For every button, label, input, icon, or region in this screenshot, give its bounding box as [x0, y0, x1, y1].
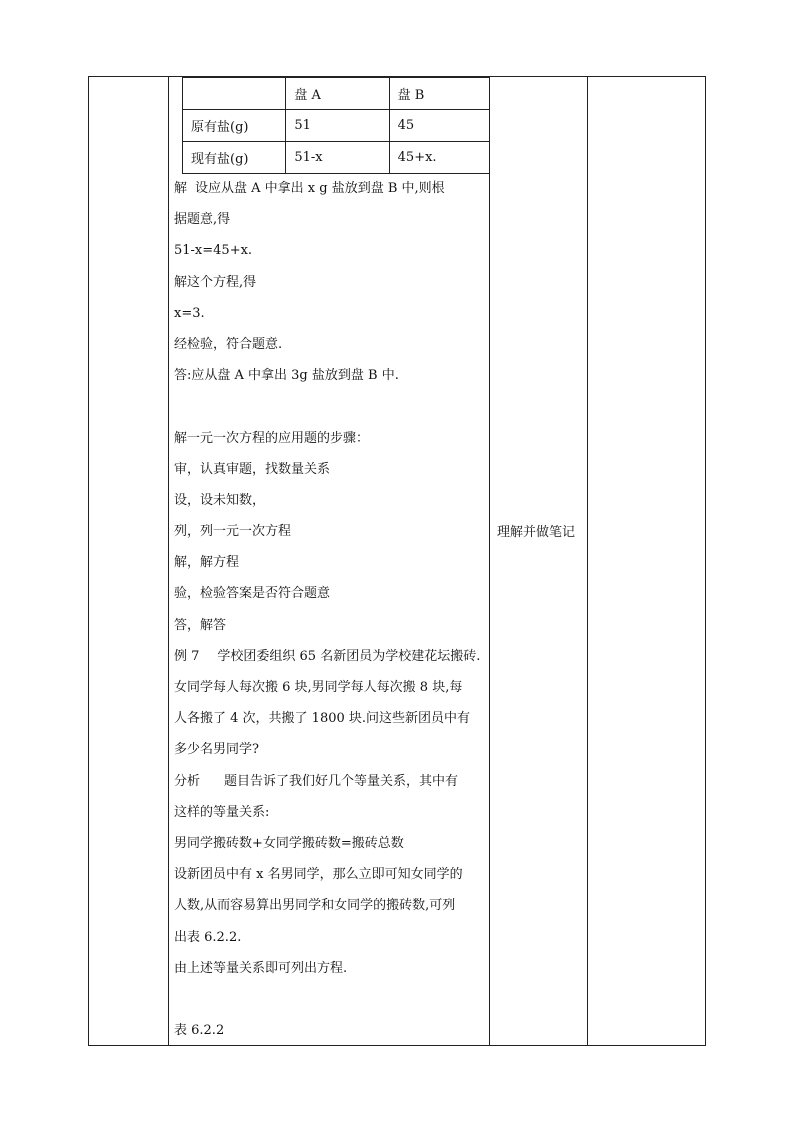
table-cell: 45 — [389, 110, 489, 142]
solution-line: 经检验，符合题意. — [174, 336, 283, 352]
solution-text: 设应从盘 A 中拿出 x g 盐放到盘 B 中,则根 — [195, 181, 445, 196]
table-cell: 原有盐(g) — [183, 110, 286, 142]
column-divider — [587, 77, 588, 1045]
solution-line: 答:应从盘 A 中拿出 3g 盐放到盘 B 中. — [174, 368, 399, 384]
step-item: 设，设未知数， — [174, 492, 266, 508]
salt-table — [182, 77, 490, 174]
analysis-line: 设新团员中有 x 名男同学，那么立即可知女同学的 — [174, 867, 463, 883]
steps-title: 解一元一次方程的应用题的步骤： — [174, 430, 370, 446]
analysis-line: 男同学搬砖数+女同学搬砖数=搬砖总数 — [174, 835, 404, 851]
analysis-line: 这样的等量关系: — [174, 804, 270, 820]
example-line: 女同学每人每次搬 6 块,男同学每人每次搬 8 块,每 — [174, 680, 463, 695]
table-cell: 45+x. — [389, 142, 489, 174]
solution-line: 据题意,得 — [174, 212, 231, 228]
table-cell: 盘 A — [286, 78, 389, 110]
step-item: 验，检验答案是否符合题意 — [174, 586, 331, 602]
step-item: 解，解方程 — [174, 555, 240, 571]
lesson-table — [88, 76, 706, 1046]
solution-line: 解这个方程,得 — [174, 274, 257, 290]
table-cell: 现有盐(g) — [183, 142, 286, 174]
column-divider — [489, 77, 490, 1045]
table-row — [183, 142, 490, 174]
step-item: 答，解答 — [174, 617, 227, 633]
solution-label: 解 — [174, 181, 188, 196]
table-cell — [183, 78, 286, 110]
spacer — [174, 391, 486, 422]
solution-line — [174, 173, 486, 204]
solution-line: 51-x=45+x. — [174, 243, 253, 259]
table-cell: 51 — [286, 110, 389, 142]
analysis-line: 由上述等量关系即可列出方程. — [174, 960, 348, 976]
spacer — [174, 984, 486, 1015]
solution-line: x=3. — [174, 305, 205, 321]
table-cell: 51-x — [286, 142, 389, 174]
table-row — [183, 78, 490, 110]
analysis-text: 题目告诉了我们好几个等量关系，其中有 — [224, 773, 459, 789]
student-activity: 理解并做笔记 — [497, 525, 576, 540]
teaching-content — [174, 173, 486, 1046]
column-divider — [168, 77, 169, 1045]
table-cell: 盘 B — [389, 78, 489, 110]
table-caption: 表 6.2.2 — [174, 1023, 225, 1039]
analysis-line — [174, 766, 486, 797]
example-line: 多少名男同学? — [174, 742, 259, 758]
analysis-line: 人数,从而容易算出男同学和女同学的搬砖数,可列 — [174, 898, 456, 914]
step-item: 审，认真审题，找数量关系 — [174, 461, 331, 477]
example-text: 学校团委组织 65 名新团员为学校建花坛搬砖. — [217, 648, 481, 664]
step-item: 列，列一元一次方程 — [174, 524, 292, 540]
table-row — [183, 110, 490, 142]
analysis-label: 分析 — [174, 773, 201, 789]
example-line — [174, 641, 486, 672]
example-line: 人各搬了 4 次，共搬了 1800 块.问这些新团员中有 — [174, 711, 471, 727]
example-label: 例 7 — [174, 648, 200, 664]
analysis-line: 出表 6.2.2. — [174, 929, 242, 945]
